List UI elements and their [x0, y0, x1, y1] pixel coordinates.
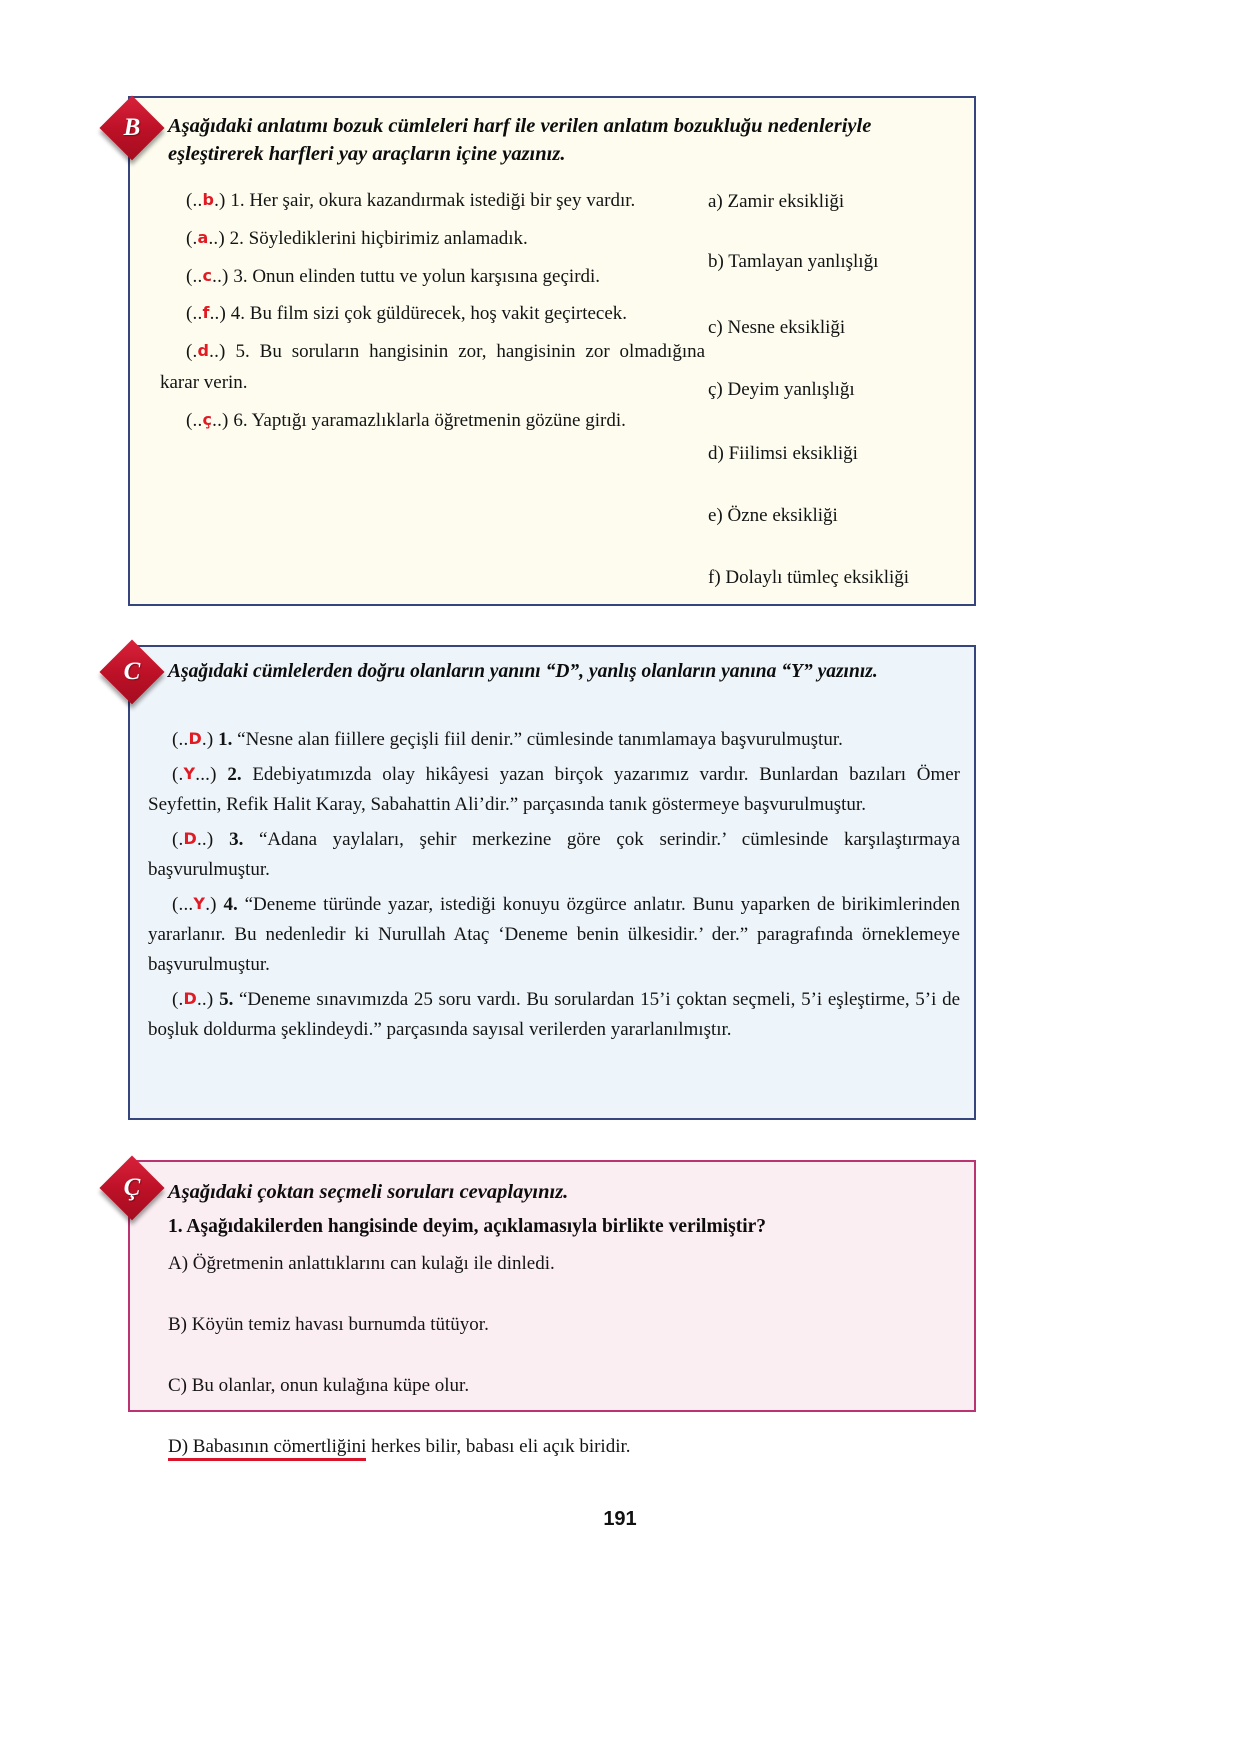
- c-text-2: Edebiyatımızda olay hikâyesi yazan birçok yazarımız vardır. Bunlardan bazıları Ömer Seyfettin, Refik Halit Karay, Sabahattin Ali’dir.” parçasında tanık göstermeye başvurulmuştur.: [148, 764, 961, 816]
- section-badge-c: [99, 639, 164, 704]
- section-badge-c-letter: C: [123, 658, 141, 685]
- b-text-2: Söylediklerini hiçbirimiz anlamadık.: [248, 227, 528, 249]
- b-blank-3[interactable]: (..c..): [186, 265, 229, 287]
- b-answer-5: d: [197, 341, 210, 361]
- exercise-box-b: [128, 96, 976, 606]
- b-item-4: [160, 299, 705, 330]
- exercise-b-questions: [160, 186, 705, 443]
- b-option-e[interactable]: e) Özne eksikliği: [708, 505, 838, 526]
- c-number-2: 2.: [227, 764, 242, 786]
- c-item-5: [148, 985, 960, 1045]
- c-blank-1[interactable]: (..D.): [172, 729, 214, 750]
- cc-option-row-c: [168, 1376, 958, 1417]
- b-number-3: 3.: [233, 265, 248, 287]
- section-badge-cc-letter: Ç: [123, 1174, 141, 1201]
- b-item-2: [160, 224, 705, 255]
- b-text-5: Bu soruların hangisinin zor, hangisinin zor olmadığına karar verin.: [160, 341, 706, 393]
- cc-option-row-d: [168, 1437, 958, 1478]
- b-option-c[interactable]: c) Nesne eksikliği: [708, 317, 846, 338]
- exercise-c-instruction: Aşağıdaki cümlelerden doğru olanların yanını “D”, yanlış olanların yanına “Y” yazınız.: [168, 661, 878, 682]
- cc-option-row-a: [168, 1254, 958, 1295]
- section-badge-b: [99, 95, 164, 160]
- b-text-4: Bu film sizi çok güldürecek, hoş vakit geçirtecek.: [249, 303, 628, 325]
- b-item-6: [160, 406, 705, 437]
- c-answer-5: D: [183, 989, 197, 1009]
- b-option-b[interactable]: b) Tamlayan yanlışlığı: [708, 251, 879, 272]
- b-text-1: Her şair, okura kazandırmak istediği bir şey vardır.: [249, 190, 636, 211]
- cc-option-a[interactable]: A) Öğretmenin anlattıklarını can kulağı ile dinledi.: [168, 1253, 555, 1274]
- c-text-4: “Deneme türünde yazar, istediği konuyu özgürce anlatır. Bunu yaparken de birikimlerinden yararlanır. Bu nedenledir ki Nurullah Ataç ‘Deneme benin ülkesidir.’ der.” paragrafında örneklemeye başvurulmuştur.: [148, 894, 961, 976]
- exercise-b-instruction-wrap: [168, 112, 958, 169]
- b-text-3: Onun elinden tuttu ve yolun karşısına geçirdi.: [252, 265, 601, 287]
- b-blank-6[interactable]: (..ç..): [186, 409, 229, 431]
- b-answer-4: f: [202, 303, 210, 323]
- b-option-d[interactable]: d) Fiilimsi eksikliği: [708, 443, 858, 464]
- exercise-cc-instruction: Aşağıdaki çoktan seçmeli soruları cevaplayınız.: [168, 1181, 569, 1203]
- b-option-a[interactable]: a) Zamir eksikliği: [708, 191, 845, 212]
- b-number-2: 2.: [229, 227, 244, 249]
- c-blank-4[interactable]: (...Y.): [172, 894, 217, 916]
- c-item-1: [148, 725, 960, 755]
- cc-option-row-b: [168, 1315, 958, 1356]
- b-answer-3: c: [202, 265, 213, 285]
- b-number-5: 5.: [235, 341, 250, 363]
- b-option-f[interactable]: f) Dolaylı tümleç eksikliği: [708, 567, 910, 588]
- b-blank-2[interactable]: (.a..): [186, 227, 225, 249]
- cc-option-c[interactable]: C) Bu olanlar, onun kulağına küpe olur.: [168, 1374, 470, 1396]
- b-answer-1: b: [202, 190, 215, 209]
- exercise-box-c: [128, 645, 976, 1120]
- cc-option-d[interactable]: [168, 1437, 631, 1458]
- c-item-3: [148, 825, 960, 885]
- b-option-cc[interactable]: ç) Deyim yanlışlığı: [708, 379, 855, 400]
- b-item-5: [160, 337, 705, 399]
- c-blank-5[interactable]: (.D..): [172, 989, 214, 1011]
- cc-option-d-underline: D) Babasının cömertliğini: [168, 1436, 366, 1461]
- c-answer-1: D: [188, 729, 202, 748]
- section-badge-cc: [99, 1155, 164, 1220]
- c-blank-3[interactable]: (.D..): [172, 829, 214, 851]
- exercise-c-instruction-wrap: [168, 659, 968, 686]
- c-number-5: 5.: [219, 989, 234, 1011]
- c-answer-3: D: [183, 829, 197, 849]
- exercise-cc-question: 1. Aşağıdakilerden hangisinde deyim, açıklamasıyla birlikte verilmiştir?: [168, 1216, 767, 1237]
- cc-option-d-rest: herkes bilir, babası eli açık biridir.: [366, 1435, 631, 1457]
- exercise-cc-options: [168, 1254, 958, 1478]
- c-number-4: 4.: [223, 894, 238, 916]
- c-text-3: “Adana yaylaları, şehir merkezine göre çok serindir.’ cümlesinde karşılaştırmaya başvurulmuştur.: [148, 829, 961, 881]
- b-answer-2: a: [197, 227, 209, 247]
- c-text-5: “Deneme sınavımızda 25 soru vardı. Bu sorulardan 15’i çoktan seçmeli, 5’i eşleştirme, 5’i de boşluk doldurma şeklindeydi.” parçasında sayısal verilerden yararlanılmıştır.: [148, 989, 961, 1041]
- c-item-4: [148, 890, 960, 980]
- cc-option-b[interactable]: B) Köyün temiz havası burnumda tütüyor.: [168, 1313, 489, 1335]
- c-text-1: “Nesne alan fiillere geçişli fiil denir.” cümlesinde tanımlamaya başvurulmuştur.: [237, 729, 843, 750]
- c-answer-2: Y: [183, 764, 196, 784]
- c-item-2: [148, 760, 960, 820]
- page-number: 191: [603, 1508, 637, 1530]
- c-number-1: 1.: [218, 729, 233, 750]
- exercise-box-cc: [128, 1160, 976, 1457]
- exercise-c-items: [148, 725, 960, 1050]
- c-number-3: 3.: [229, 829, 244, 851]
- b-item-3: [160, 262, 705, 293]
- b-blank-4[interactable]: (..f..): [186, 303, 227, 325]
- exercise-b-columns: [130, 186, 978, 586]
- c-blank-2[interactable]: (.Y...): [172, 764, 217, 786]
- b-blank-5[interactable]: (.d..): [186, 341, 226, 363]
- b-number-4: 4.: [230, 303, 246, 325]
- c-answer-4: Y: [193, 894, 206, 914]
- b-text-6: Yaptığı yaramazlıklarla öğretmenin gözüne girdi.: [251, 409, 626, 431]
- b-blank-1[interactable]: (..b.): [186, 190, 226, 211]
- section-badge-b-letter: B: [123, 114, 141, 141]
- b-item-1: [160, 186, 705, 217]
- b-answer-6: ç: [202, 409, 213, 429]
- exercise-cc-instruction-wrap: [168, 1178, 958, 1206]
- b-number-6: 6.: [233, 409, 248, 431]
- exercise-b-instruction: Aşağıdaki anlatımı bozuk cümleleri harf ile verilen anlatım bozukluğu nedenleriyle eşleştirerek harfleri yay araçların içine yazınız.: [168, 115, 872, 166]
- b-number-1: 1.: [230, 190, 245, 211]
